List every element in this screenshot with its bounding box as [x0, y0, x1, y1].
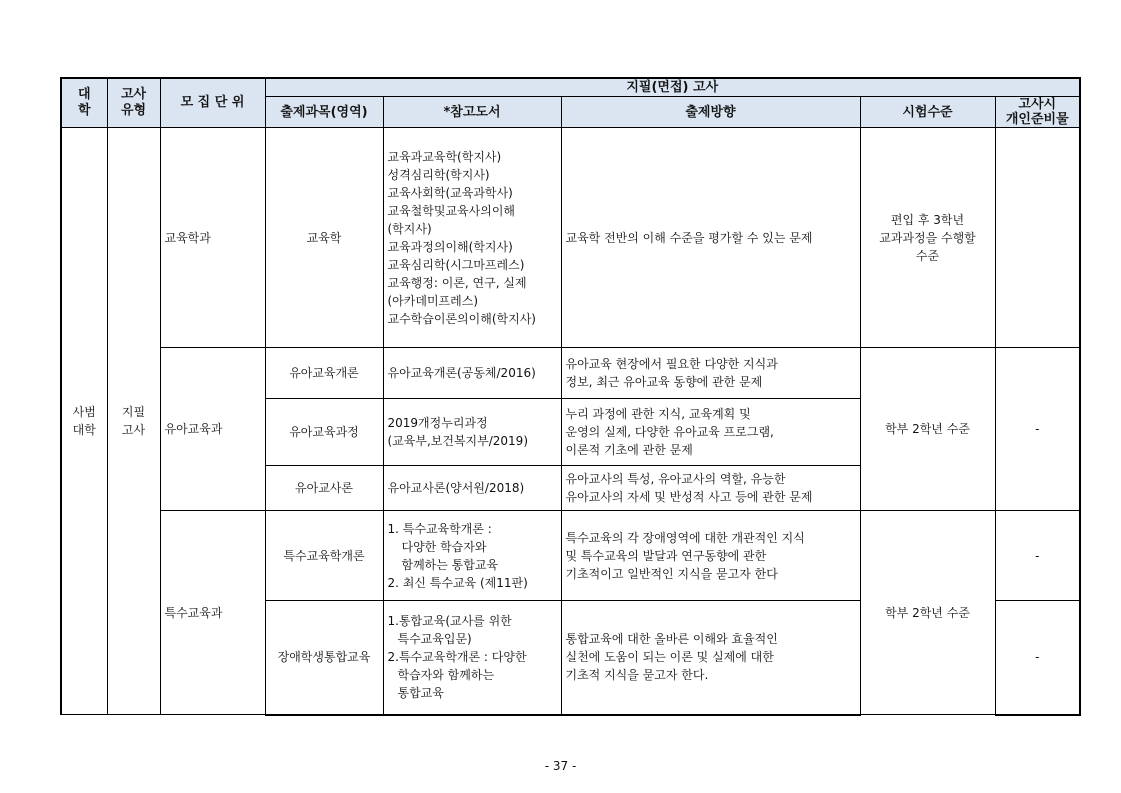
level-education — [860, 128, 995, 348]
materials-early-childhood: - — [995, 348, 1080, 511]
level-early-childhood: 학부 2학년 수준 — [860, 348, 995, 511]
text-line: 및 특수교육의 발달과 연구동향에 관한 — [565, 548, 767, 563]
page-number: - 37 - — [544, 759, 577, 773]
row-special-1 — [61, 511, 1080, 601]
ref-early-intro: 유아교육개론(공동체/2016) — [383, 348, 561, 399]
text-line: 기초적 지식을 묻고자 한다. — [565, 668, 709, 683]
header-unit: 모 집 단 위 — [160, 78, 265, 128]
reference-line: 통합교육 — [397, 686, 444, 701]
text-line: 고사 — [121, 423, 146, 437]
direction-special-inclusive — [561, 601, 860, 715]
text-line: 이론적 기초에 관한 문제 — [565, 443, 693, 457]
reference-line: 2. 최신 특수교육 (제11판) — [387, 575, 528, 590]
refs-special-inclusive — [383, 601, 561, 715]
refs-education — [383, 128, 561, 348]
header-direction: 출제방향 — [561, 97, 860, 128]
header-exam-type — [107, 78, 160, 128]
header-materials — [995, 97, 1080, 128]
reference-line: 학습자와 함께하는 — [397, 668, 495, 683]
text-line: 편입 후 3학년 — [890, 212, 965, 227]
text-line: 대학 — [72, 423, 96, 437]
header-row-1 — [61, 78, 1080, 97]
refs-special-intro — [383, 511, 561, 601]
materials-special-intro: - — [995, 511, 1080, 601]
direction-special-intro — [561, 511, 860, 601]
row-early-1 — [61, 348, 1080, 399]
reference-line: (아카데미프레스) — [387, 293, 479, 308]
text-line: 개인준비물 — [1005, 112, 1069, 127]
text-line: 유아교사의 자세 및 반성적 사고 등에 관한 문제 — [565, 490, 813, 504]
ref-early-teacher: 유아교사론(양서원/2018) — [383, 466, 561, 511]
materials-education — [995, 128, 1080, 348]
university-cell — [61, 128, 107, 715]
text-line: 운영의 실제, 다양한 유아교육 프로그램, — [565, 425, 774, 439]
text-line: 사범 — [72, 405, 96, 419]
reference-line: 특수교육입문) — [397, 632, 472, 647]
text-line: 실천에 도움이 되는 이론 및 실제에 대한 — [565, 650, 774, 665]
direction-early-curriculum — [561, 399, 860, 466]
direction-education: 교육학 전반의 이해 수준을 평가할 수 있는 문제 — [561, 128, 860, 348]
text-line: 정보, 최근 유아교육 동향에 관한 문제 — [565, 375, 763, 389]
reference-line: 교육철학및교육사의이해 — [387, 203, 516, 218]
text-line: 학 — [77, 103, 91, 118]
unit-education: 교육학과 — [160, 128, 265, 348]
reference-line: 2.특수교육학개론 : 다양한 — [387, 650, 527, 665]
text-line: 통합교육에 대한 올바른 이해와 효율적인 — [565, 632, 778, 647]
subject-education: 교육학 — [265, 128, 383, 348]
direction-early-intro — [561, 348, 860, 399]
materials-special-inclusive: - — [995, 601, 1080, 715]
subject-special-inclusive: 장애학생통합교육 — [265, 601, 383, 715]
unit-early-childhood: 유아교육과 — [160, 348, 265, 511]
reference-line: 성격심리학(학지사) — [387, 167, 490, 182]
text-line: 기초적이고 일반적인 지식을 묻고자 한다 — [565, 566, 778, 581]
header-written-exam: 지필(면접) 고사 — [265, 78, 1080, 97]
admission-table — [60, 77, 1081, 716]
reference-line: 1. 특수교육학개론 : — [387, 521, 492, 536]
text-line: 유형 — [120, 103, 147, 118]
text-line: 유아교육 현장에서 필요한 다양한 지식과 — [565, 357, 778, 371]
ref-early-curriculum — [383, 399, 561, 466]
text-line: 교과과정을 수행할 — [879, 230, 976, 245]
subject-early-teacher: 유아교사론 — [265, 466, 383, 511]
reference-line: 교육과정의이해(학지사) — [387, 239, 513, 254]
text-line: 고사 — [120, 87, 147, 102]
text-line: 유아교사의 특성, 유아교사의 역할, 유능한 — [565, 472, 786, 486]
text-line: 수준 — [915, 248, 940, 263]
text-line: (교육부,보건복지부/2019) — [387, 434, 528, 448]
header-subject: 출제과목(영역) — [265, 97, 383, 128]
unit-special-education: 특수교육과 — [160, 511, 265, 715]
text-line: 2019개정누리과정 — [387, 416, 488, 430]
header-level: 시험수준 — [860, 97, 995, 128]
text-line: 특수교육의 각 장애영역에 대한 개관적인 지식 — [565, 530, 805, 545]
direction-early-teacher — [561, 466, 860, 511]
reference-line: 교육사회학(교육과학사) — [387, 185, 513, 200]
reference-line: 다양한 학습자와 — [401, 539, 487, 554]
subject-early-intro: 유아교육개론 — [265, 348, 383, 399]
text-line: 지필 — [121, 405, 146, 419]
row-education — [61, 128, 1080, 348]
reference-line: 교육과교육학(학지사) — [387, 149, 502, 164]
text-line: 누리 과정에 관한 지식, 교육계획 및 — [565, 407, 751, 421]
reference-line: 교육심리학(시그마프레스) — [387, 257, 525, 272]
reference-line: 교수학습이론의이해(학지사) — [387, 311, 536, 326]
reference-line: 교육행정: 이론, 연구, 실제 — [387, 275, 527, 290]
reference-line: (학지사) — [387, 221, 432, 236]
subject-special-intro: 특수교육학개론 — [265, 511, 383, 601]
header-university — [61, 78, 107, 128]
reference-line: 함께하는 통합교육 — [401, 557, 499, 572]
text-line: 고사시 — [1018, 97, 1057, 112]
exam-kind-cell — [107, 128, 160, 715]
reference-line: 1.통합교육(교사를 위한 — [387, 614, 512, 629]
header-reference: *참고도서 — [383, 97, 561, 128]
subject-early-curriculum: 유아교육과정 — [265, 399, 383, 466]
level-special-education: 학부 2학년 수준 — [860, 511, 995, 715]
text-line: 대 — [77, 87, 91, 102]
